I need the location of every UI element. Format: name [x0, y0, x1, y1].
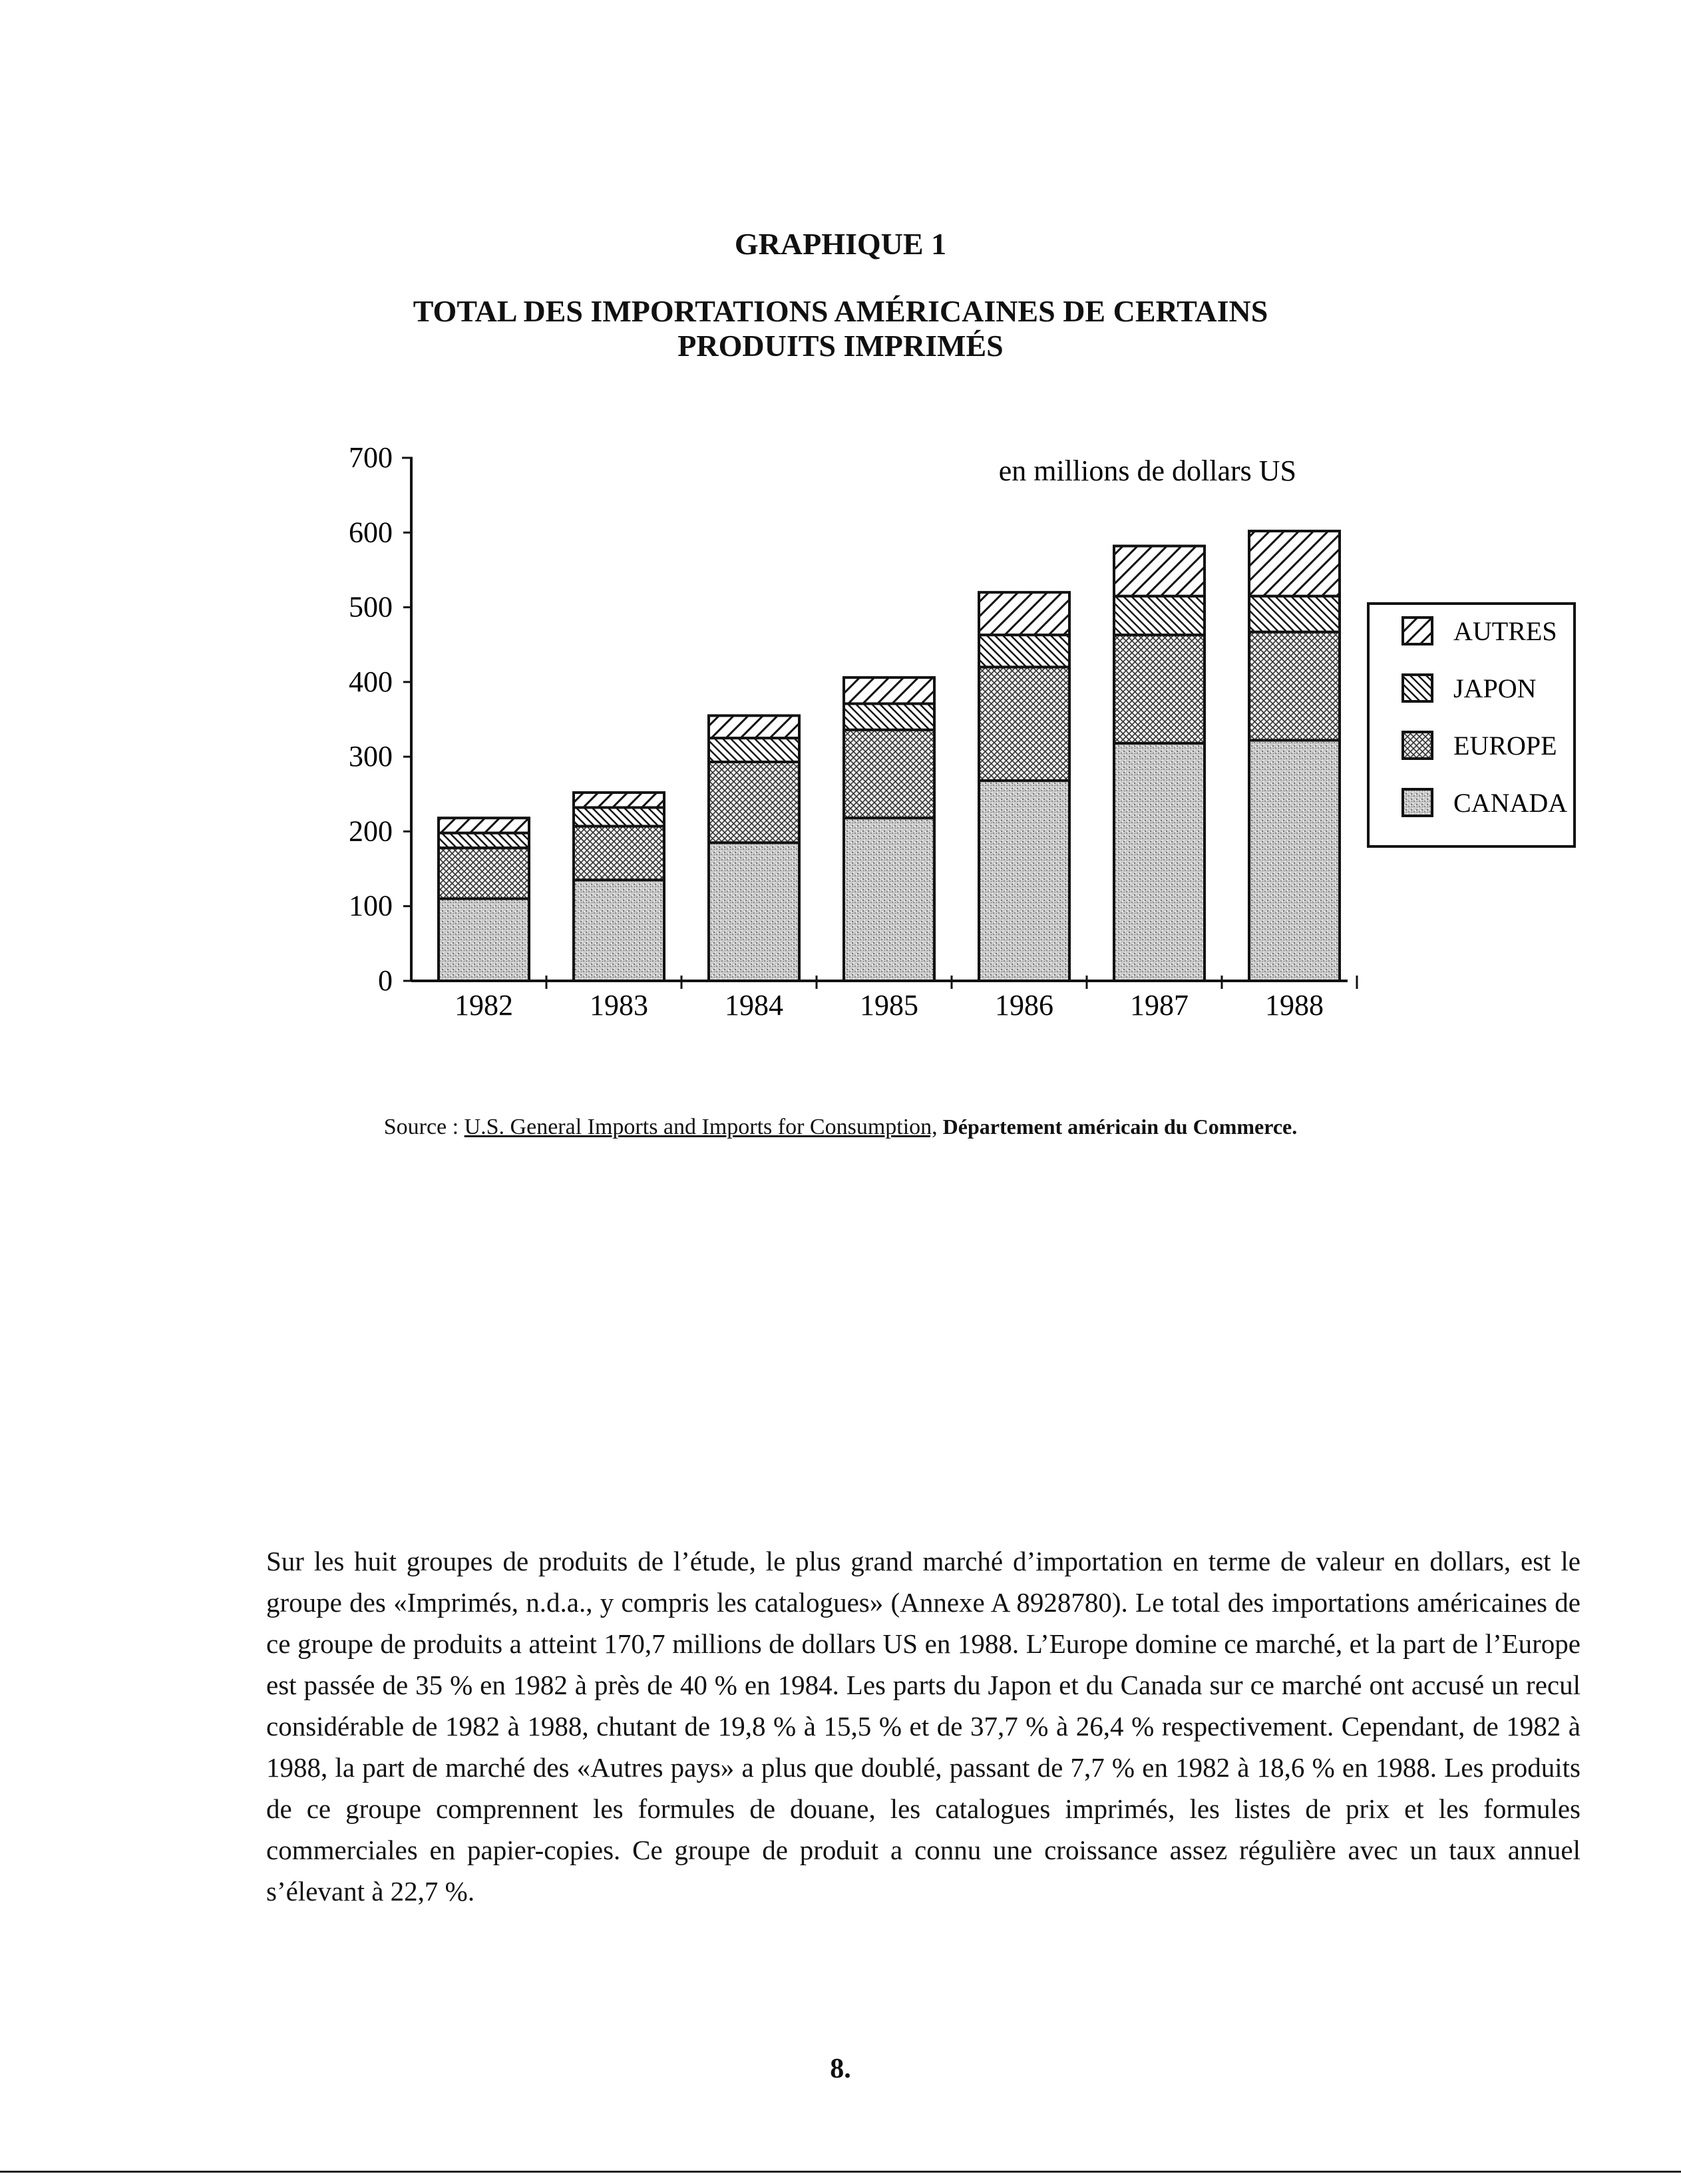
legend-label-europe: EUROPE [1453, 731, 1557, 761]
bar-japon-1983 [574, 807, 664, 826]
bar-autres-1982 [439, 818, 529, 832]
bar-canada-1982 [439, 898, 529, 981]
legend-label-japon: JAPON [1453, 673, 1537, 703]
x-tick-label: 1984 [725, 989, 783, 1021]
footer-rule [0, 2171, 1681, 2173]
bar-japon-1986 [979, 635, 1069, 667]
legend-swatch-japon [1403, 675, 1432, 701]
body-paragraph: Sur les huit groupes de produits de l’étude, le plus grand marché d’importation en terme de valeur en dollars, est le groupe des «Imprimés, n.d.a., y compris les catalogues» (Annexe A 8928780). Le total des importations américaines de ce groupe de produits a atteint 170,7 millions de dollars US en 1988. L’Europe domine ce marché, et la part de l’Europe est passée de 35 % en 1982 à près de 40 % en 1984. Les parts du Japon et du Canada sur ce marché ont accusé un recul considérable de 1982 à 1988, chutant de 19,8 % à 15,5 % et de 37,7 % à 26,4 % respectivement. Cependant, de 1982 à 1988, la part de marché des «Autres pays» a plus que doublé, passant de 7,7 % en 1982 à 18,6 % en 1988. Les produits de ce groupe comprennent les formules de douane, les catalogues imprimés, les listes de prix et les formules commerciales en papier-copies. Ce groupe de produit a connu une croissance assez régulière avec un taux annuel s’élevant à 22,7 %. [266, 1546, 1581, 1907]
bar-autres-1984 [709, 715, 799, 738]
y-tick-label: 500 [349, 590, 393, 624]
bar-canada-1988 [1249, 740, 1340, 981]
y-tick-label: 300 [349, 740, 393, 773]
x-tick-label: 1983 [590, 989, 648, 1021]
bar-canada-1983 [574, 880, 664, 981]
bar-canada-1985 [844, 818, 934, 981]
x-tick-label: 1987 [1130, 989, 1189, 1021]
bar-europe-1982 [439, 848, 529, 898]
bar-canada-1986 [979, 781, 1069, 981]
chart-title-line1: TOTAL DES IMPORTATIONS AMÉRICAINES DE CERTAINS [413, 294, 1268, 328]
source-line [0, 1115, 1681, 1140]
bar-japon-1987 [1114, 596, 1205, 635]
bar-autres-1985 [844, 677, 934, 703]
legend-label-autres: AUTRES [1453, 616, 1557, 646]
y-tick-label: 700 [349, 441, 393, 474]
bar-europe-1986 [979, 667, 1069, 781]
y-tick-label: 200 [349, 815, 393, 848]
legend-label-canada: CANADA [1453, 788, 1568, 818]
y-axis-ticks [349, 441, 413, 997]
y-tick-label: 600 [349, 516, 393, 549]
bar-europe-1987 [1114, 635, 1205, 743]
bar-autres-1988 [1249, 531, 1340, 596]
source-rest: Département américain du Commerce. [937, 1115, 1298, 1139]
y-tick-label: 100 [349, 889, 393, 922]
bar-japon-1988 [1249, 596, 1340, 632]
x-axis-ticks [455, 976, 1357, 1021]
bars [439, 531, 1340, 981]
y-tick-label: 0 [378, 964, 393, 997]
x-tick-label: 1988 [1265, 989, 1324, 1021]
chart-title-line2: PRODUITS IMPRIMÉS [677, 329, 1004, 363]
x-tick-label: 1986 [995, 989, 1053, 1021]
bar-canada-1987 [1114, 743, 1205, 981]
bar-canada-1984 [709, 842, 799, 981]
y-tick-label: 400 [349, 665, 393, 698]
bar-japon-1985 [844, 703, 934, 729]
unit-note: en millions de dollars US [998, 455, 1296, 487]
legend-swatch-autres [1403, 618, 1432, 644]
page-number: 8. [830, 2054, 851, 2084]
stacked-bar-chart [0, 0, 1681, 1091]
source-prefix: Source : [383, 1115, 465, 1139]
bar-japon-1984 [709, 738, 799, 762]
x-tick-label: 1982 [455, 989, 513, 1021]
bar-autres-1987 [1114, 546, 1205, 596]
bar-autres-1983 [574, 793, 664, 807]
bar-europe-1984 [709, 762, 799, 842]
legend-swatch-canada [1403, 789, 1432, 816]
legend-swatch-europe [1403, 732, 1432, 759]
graph-label: GRAPHIQUE 1 [734, 227, 947, 261]
source-reference: U.S. General Imports and Imports for Consumption, [464, 1115, 938, 1139]
bar-japon-1982 [439, 833, 529, 848]
x-tick-label: 1985 [860, 989, 918, 1021]
bar-autres-1986 [979, 592, 1069, 635]
bar-europe-1988 [1249, 632, 1340, 741]
bar-europe-1985 [844, 730, 934, 818]
bar-europe-1983 [574, 826, 664, 880]
legend [1368, 604, 1575, 846]
